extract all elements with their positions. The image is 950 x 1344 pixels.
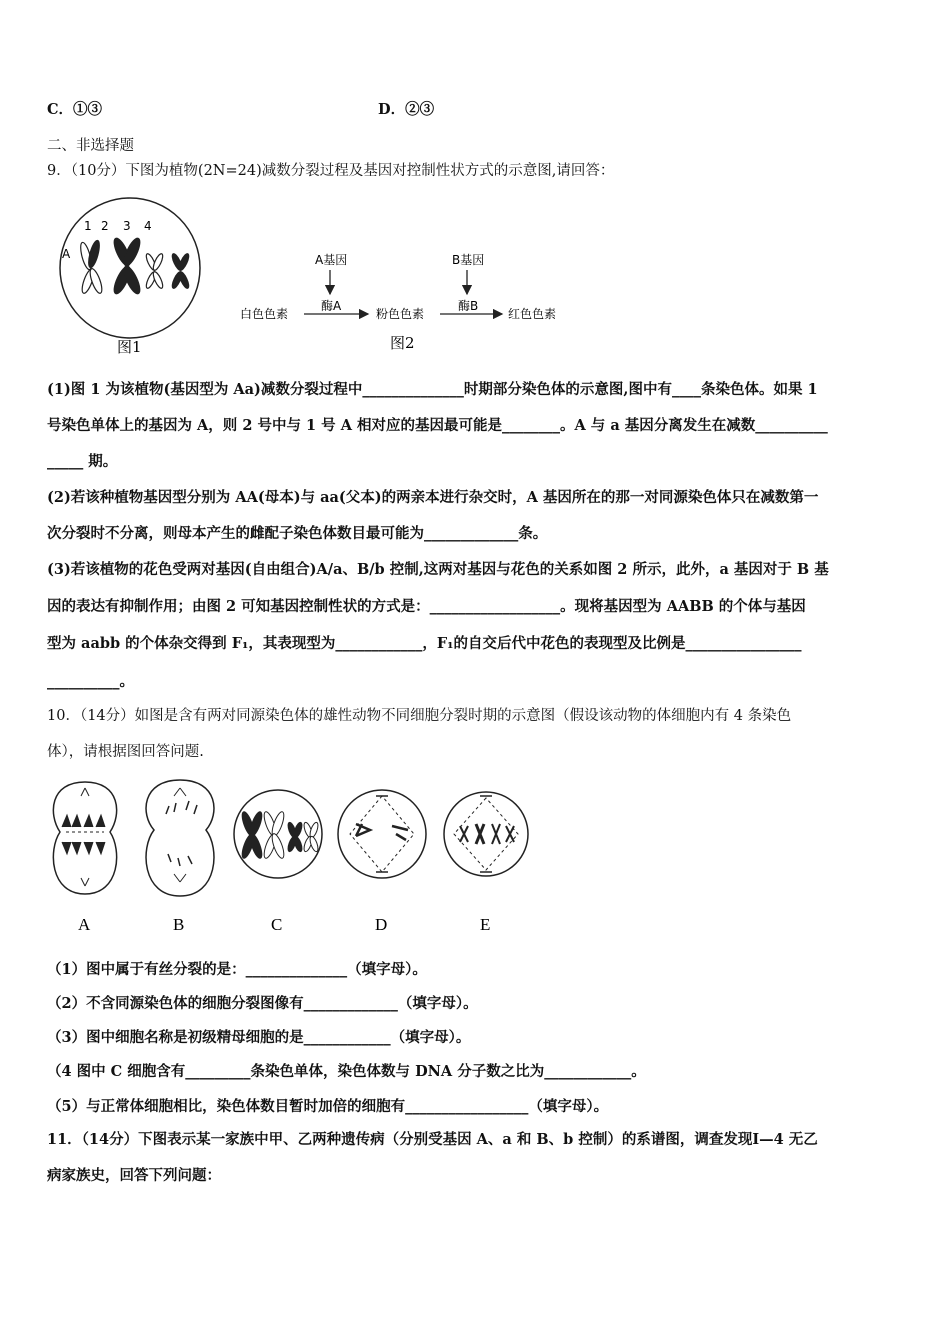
q9-line-8: 型为 aabb 的个体杂交得到 F₁，其表现型为____________，F₁的自交后代中花色的表现型及比例是________________ [47,635,802,652]
q9-line-9: __________。 [47,673,134,690]
option-c: C．①③ [47,101,103,118]
q10-head-1: 10．（14分）如图是含有两对同源染色体的雄性动物不同细胞分裂时期的示意图（假设该动物的体细胞内有 4 条染色 [47,708,792,724]
q9-line-1: (1)图 1 为该植物(基因型为 Aa)减数分裂过程中______________时期部分染色体的示意图,图中有____条染色体。如果 1 [47,381,818,398]
q9-line-5: 次分裂时不分离，则母本产生的雌配子染色体数目最可能为_____________条。 [47,525,548,542]
cell-b [146,780,214,896]
cell-a [53,782,116,894]
q11-line-2: 病家族史，回答下列问题： [47,1167,221,1184]
fig1-num-1: 1 [84,219,92,233]
cell-label-d: D [375,915,388,934]
gene-a-label: A基因 [315,253,348,267]
section-title: 二、非选择题 [47,138,134,154]
fig1-num-2: 2 [101,219,109,233]
figure-cells [40,772,540,937]
cell-c [234,790,322,878]
q9-line-4: (2)若该种植物基因型分别为 AA(母本)与 aa(父本)的两亲本进行杂交时，A 基因所在的那一对同源染色体只在减数第一 [47,489,819,506]
q9-line-6: (3)若该植物的花色受两对基因(自由组合)A/a、B/b 控制,这两对基因与花色的关系如图 2 所示，此外，a 基因对于 B 基 [47,561,829,578]
fig1-label-a: A [62,247,71,261]
cell-label-a: A [78,915,91,934]
cell-label-c: C [271,915,283,934]
cell-d [338,790,426,878]
chromosome-pair-4b [170,253,190,290]
white-pigment: 白色色素 [240,307,289,321]
q10-item-5: （5）与正常体细胞相比，染色体数目暂时加倍的细胞有_________________（填字母）。 [47,1098,609,1115]
q9-line-3: _____ 期。 [47,453,118,470]
q10-item-1: （1）图中属于有丝分裂的是：______________（填字母）。 [47,961,427,978]
figure-1 [50,196,210,361]
q9-line-7: 因的表达有抑制作用；由图 2 可知基因控制性状的方式是：__________________。现将基因型为 AABB 的个体与基因 [47,598,806,615]
q9-line-2: 号染色单体上的基因为 A，则 2 号中与 1 号 A 相对应的基因最可能是________。A 与 a 基因分离发生在减数__________ [47,417,828,434]
gene-b-label: B基因 [452,253,485,267]
q10-item-2: （2）不含同源染色体的细胞分裂图像有_____________（填字母）。 [47,995,478,1012]
chromosome-pair-3 [111,236,143,295]
q10-head-2: 体），请根据图回答问题. [47,744,204,760]
fig1-num-4: 4 [144,219,152,233]
q10-item-3: （3）图中细胞名称是初级精母细胞的是____________（填字母）。 [47,1029,471,1046]
q9-head: 9．（10分）下图为植物(2N=24)减数分裂过程及基因对控制性状方式的示意图,请回答： [47,163,615,179]
fig1-num-3: 3 [123,219,131,233]
enzyme-a-label: 酶A [321,299,342,313]
q10-item-4: （4 图中 C 细胞含有_________条染色单体，染色体数与 DNA 分子数之比为____________。 [47,1063,646,1080]
figure-2 [230,248,580,358]
cell-label-b: B [173,915,185,934]
option-d: D．②③ [378,101,435,118]
q11-line-1: 11．（14分）下图表示某一家族中甲、乙两种遗传病（分别受基因 A、a 和 B、b 控制）的系谱图，调查发现Ⅰ—4 无乙 [47,1131,818,1148]
cell-e [444,792,528,876]
enzyme-b-label: 酶B [458,299,479,313]
chromosome-pair-4 [144,253,164,290]
red-pigment: 红色色素 [508,307,557,321]
cell-label-e: E [480,915,491,934]
chromosome-pair-1 [79,239,105,294]
pink-pigment: 粉色色素 [376,307,425,321]
fig1-caption: 图1 [117,338,142,356]
fig2-caption: 图2 [390,334,415,352]
